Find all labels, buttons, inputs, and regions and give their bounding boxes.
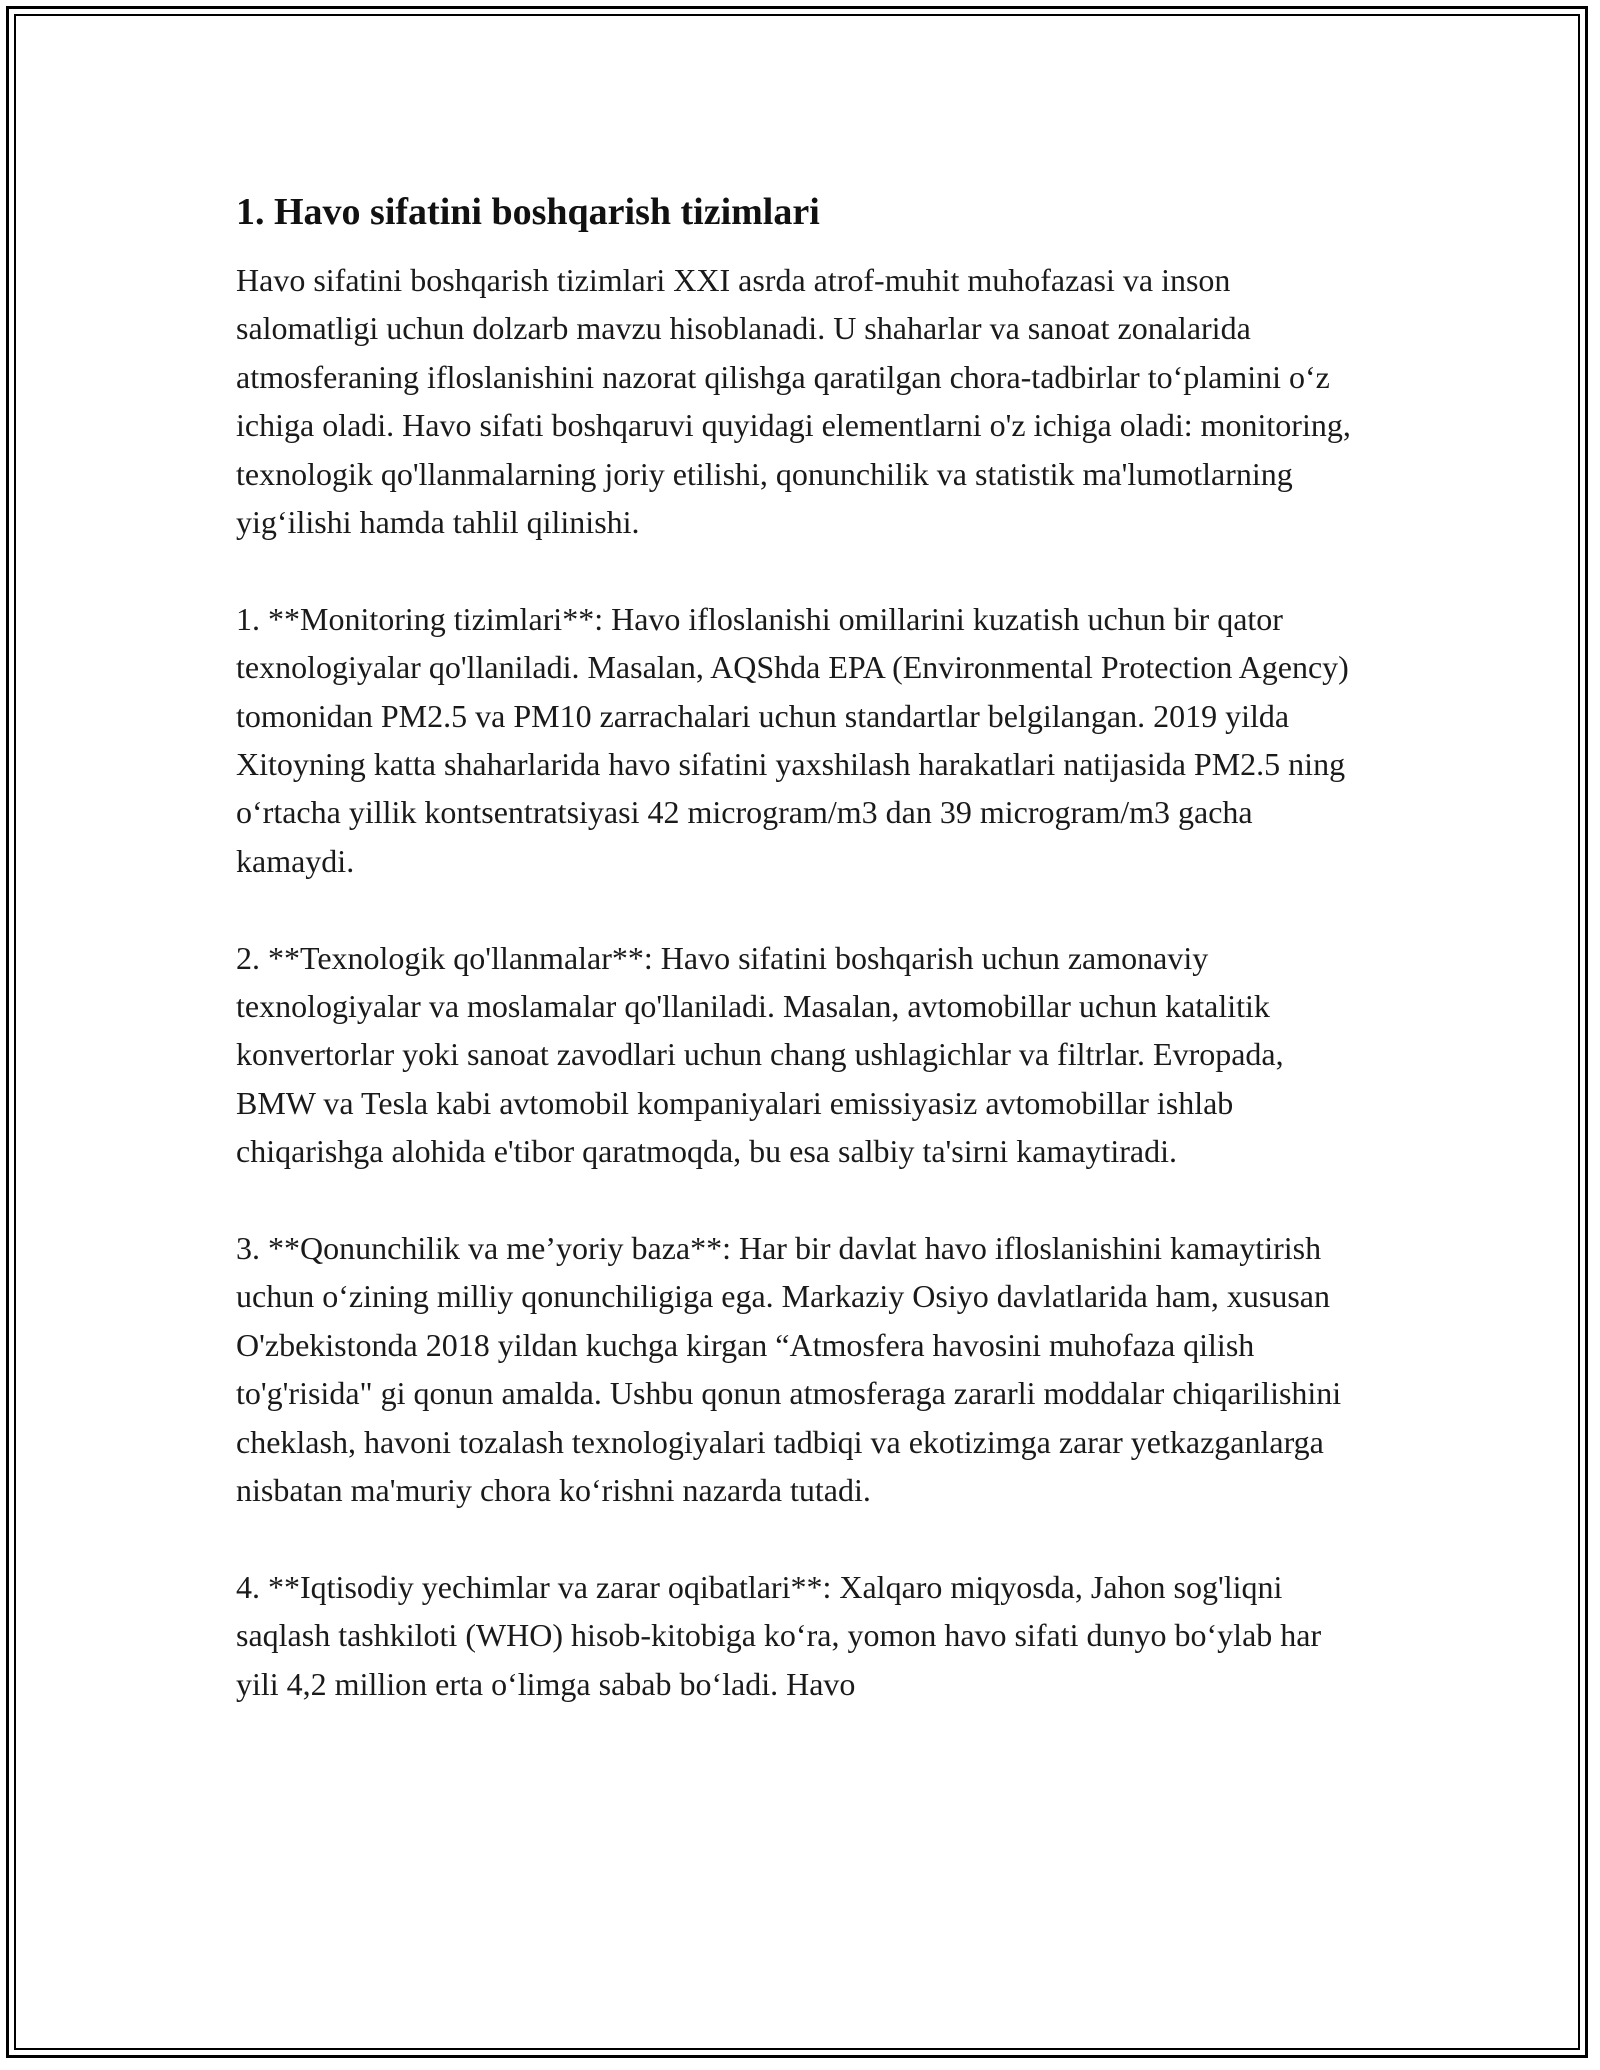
section-heading: 1. Havo sifatini boshqarish tizimlari: [236, 191, 820, 233]
legislation-paragraph: 3. **Qonunchilik va me’yoriy baza**: Har bir davlat havo ifloslanishini kamaytirish uchun o‘zining milliy qonunchiligiga ega. Markaziy Osiyo davlatlarida ham, xususan O'zbekistonda 2018 yildan kuchga kirgan “Atmosfera havosini muhofaza qilish to'g'risida" gi qonun amalda. Ushbu qonun atmosferaga zararli moddalar chiqarilishini cheklash, havoni tozalash texnologiyalari tadbiqi va ekotizimga zarar yetkazganlarga nisbatan ma'muriy chora ko‘rishni nazarda tutadi.: [236, 1230, 1342, 1509]
economics-paragraph: 4. **Iqtisodiy yechimlar va zarar oqibatlari**: Xalqaro miqyosda, Jahon sog'liqni saqlash tashkiloti (WHO) hisob-kitobiga ko‘ra, yomon havo sifati dunyo bo‘ylab har yili 4,2 million erta o‘limga sabab bo‘ladi. Havo: [236, 1568, 1322, 1702]
intro-paragraph: Havo sifatini boshqarish tizimlari XXI asrda atrof-muhit muhofazasi va inson salomatligi uchun dolzarb mavzu hisoblanadi. U shaharlar va sanoat zonalarida atmosferaning ifloslanishini nazorat qilishga qaratilgan chora-tadbirlar to‘plamini o‘z ichiga oladi. Havo sifati boshqaruvi quyidagi elementlarni o'z ichiga oladi: monitoring, texnologik qo'llanmalarning joriy etilishi, qonunchilik va statistik ma'lumotlarning yig‘ilishi hamda tahlil qilinishi.: [236, 262, 1351, 541]
monitoring-paragraph: 1. **Monitoring tizimlari**: Havo ifloslanishi omillarini kuzatish uchun bir qator texnologiyalar qo'llaniladi. Masalan, AQShda EPA (Environmental Protection Agency) tomonidan PM2.5 va PM10 zarrachalari uchun standartlar belgilangan. 2019 yilda Xitoyning katta shaharlarida havo sifatini yaxshilash harakatlari natijasida PM2.5 ning o‘rtacha yillik kontsentratsiyasi 42 microgram/m3 dan 39 microgram/m3 gacha kamaydi.: [236, 600, 1349, 879]
document-body: [236, 188, 1366, 1708]
technology-paragraph: 2. **Texnologik qo'llanmalar**: Havo sifatini boshqarish uchun zamonaviy texnologiyalar va moslamalar qo'llaniladi. Masalan, avtomobillar uchun katalitik konvertorlar yoki sanoat zavodlari uchun chang ushlagichlar va filtrlar. Evropada, BMW va Tesla kabi avtomobil kompaniyalari emissiyasiz avtomobillar ishlab chiqarishga alohida e'tibor qaratmoqda, bu esa salbiy ta'sirni kamaytiradi.: [236, 939, 1284, 1170]
